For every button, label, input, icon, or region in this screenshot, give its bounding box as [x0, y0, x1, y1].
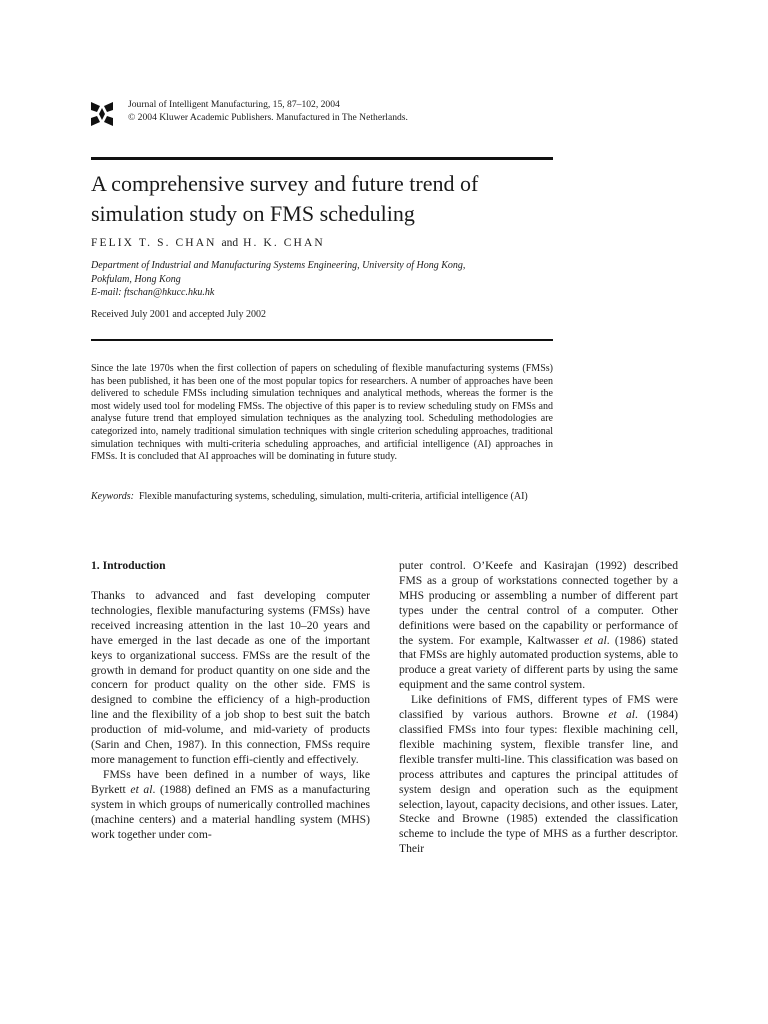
header-rule [91, 157, 553, 160]
author-name: H. K. CHAN [243, 237, 325, 249]
left-column [91, 589, 370, 842]
title-line: simulation study on FMS scheduling [91, 201, 415, 226]
affiliation-line: Pokfulam, Hong Kong [91, 273, 181, 285]
keywords-label: Keywords: [91, 491, 134, 502]
affiliation [91, 259, 561, 300]
title-line: A comprehensive survey and future trend of [91, 171, 479, 196]
affiliation-line: Department of Industrial and Manufacturing Systems Engineering, University of Hong Kong, [91, 260, 466, 271]
paragraph: Like definitions of FMS, different types of FMS were classified by various authors. Browne et al. (1984) classified FMSs into four types: flexible machining cell, flexible machining system, flexible transfer line, and flexible transfer multi-line. This classification was based on process attributes and captures the principal attitudes of system design and operation such as the equipment selection, layout, capacity decisions, and other issues. Later, Stecke and Browne (1985) extended the classification scheme to include the type of MHS as a further descriptor. Their [399, 693, 678, 856]
keywords-list: Flexible manufacturing systems, scheduling, simulation, multi-criteria, artificial intelligence (AI) [138, 491, 528, 502]
publisher-logo-icon [89, 99, 115, 129]
copyright-line: © 2004 Kluwer Academic Publishers. Manufactured in The Netherlands. [128, 112, 408, 123]
author-conjunction: and [221, 237, 239, 249]
article-title [91, 169, 561, 229]
keywords [91, 491, 553, 504]
paragraph: Thanks to advanced and fast developing computer technologies, flexible manufacturing systems (FMSs) have received increasing attention in the last 10–20 years and have emerged in the last decade as one of the important keys to organizational success. FMSs are the result of the growth in demand for product quantity on one side and the concern for product quality on the other side. FMS is designed to combine the efficiency of a high-production line and the flexibility of a job shop to best suit the batch production of mid-volume, and mid-variety of products (Sarin and Chen, 1987). In this connection, FMSs require more management to function effi-ciently and effectively. [91, 589, 370, 766]
section-heading: 1. Introduction [91, 559, 166, 572]
abstract-text: Since the late 1970s when the first collection of papers on scheduling of flexible manufacturing systems (FMSs) has been published, it has been one of the most popular topics for researchers. A number of approaches have been delivered to schedule FMSs including simulation techniques and analytical methods, whereas the former is the most widely used tool for modeling FMSs. The objective of this paper is to review scheduling study on FMSs and analyse future trend that employed simulation techniques as the analyzing tool. Scheduling methodologies are categorized into, namely traditional simulation techniques with single criterion scheduling approaches, traditional simulation techniques with multi-criteria scheduling approaches, and artificial intelligence (AI) approaches in FMSs. It is concluded that AI approaches will be dominating in future study. [91, 363, 553, 463]
paragraph: FMSs have been defined in a number of ways, like Byrkett et al. (1988) defined an FMS as a manufacturing system in which groups of numerically controlled machines (machine centers) and a material handling system (MHS) work together under com- [91, 767, 370, 841]
received-date: Received July 2001 and accepted July 2002 [91, 309, 266, 320]
journal-citation: Journal of Intelligent Manufacturing, 15, 87–102, 2004 [128, 99, 340, 110]
author-email: E-mail: ftschan@hkucc.hku.hk [91, 287, 215, 298]
abstract-rule [91, 339, 553, 341]
author-name: FELIX T. S. CHAN [91, 237, 217, 249]
paragraph: puter control. O’Keefe and Kasirajan (1992) described FMS as a group of workstations connected together by a MHS producing or assembling a number of different part types under the central control of a computer. Other definitions were based on the capability or performance of the system. For example, Kaltwasser et al. (1986) stated that FMSs are highly automated production systems, able to produce a great variety of different parts by using the same equipment and the same control system. [399, 559, 678, 692]
author-line [91, 237, 325, 249]
right-column [399, 559, 678, 857]
